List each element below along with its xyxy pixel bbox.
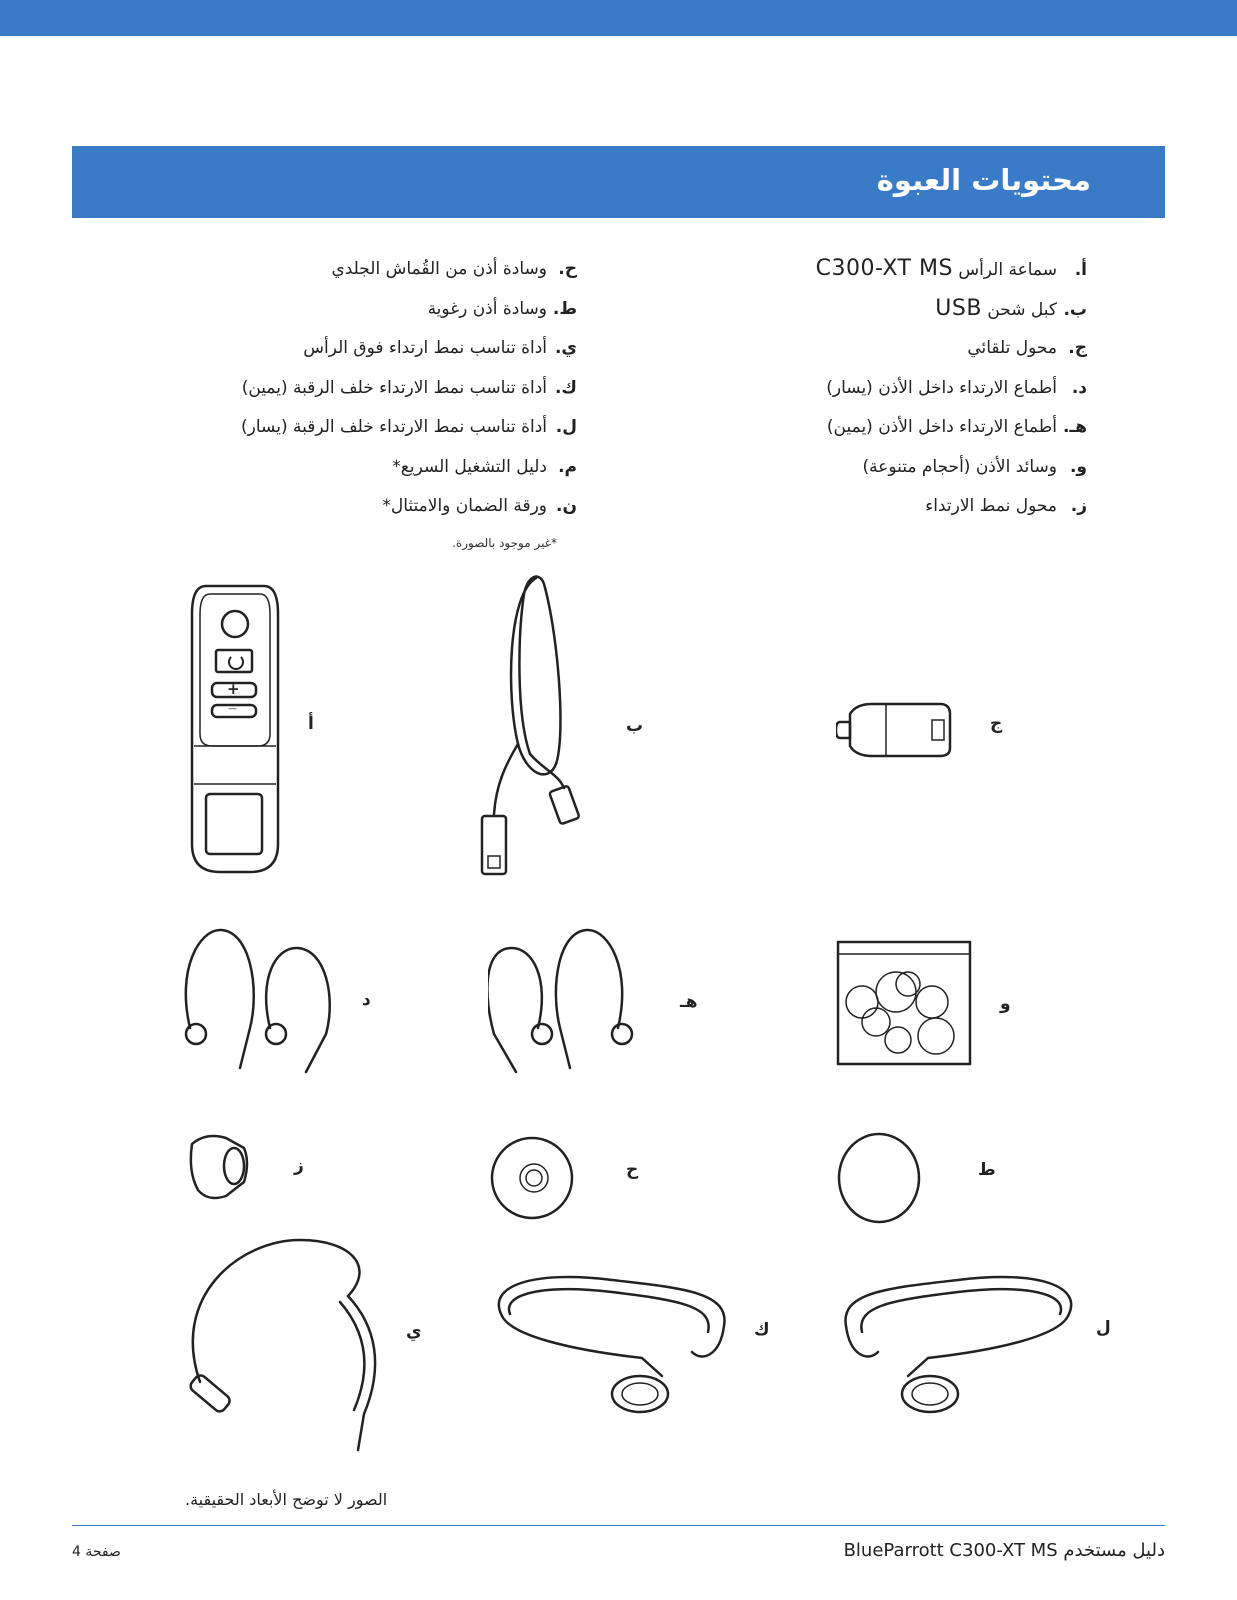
behind-neck-left-illustration — [838, 1266, 1078, 1426]
ear-hooks-right-illustration — [488, 928, 648, 1078]
foam-cushion-illustration — [836, 1132, 922, 1224]
list-item: م.دليل التشغيل السريع* — [392, 456, 577, 477]
list-item: ل.أداة تناسب نمط الارتداء خلف الرقبة (يسار) — [241, 417, 577, 437]
figure-label-e: هـ — [680, 992, 698, 1012]
leatherette-cushion-illustration — [490, 1136, 574, 1220]
figure-label-l: ل — [1096, 1318, 1111, 1338]
list-item: ط.وسادة أذن رغوية — [427, 298, 577, 319]
list-item: ي.أداة تناسب نمط ارتداء فوق الرأس — [303, 338, 577, 358]
section-header — [72, 146, 1165, 218]
footer-divider — [72, 1525, 1165, 1526]
power-icon — [228, 654, 244, 670]
figure-label-c: ج — [990, 714, 1003, 734]
figure-label-j: ي — [406, 1322, 422, 1342]
list-item: ز.محول نمط الارتداء — [925, 496, 1087, 516]
scale-note: الصور لا توضح الأبعاد الحقيقية. — [185, 1490, 388, 1509]
list-item: أ.سماعة الرأس C300-XT MS — [815, 256, 1087, 281]
behind-neck-right-illustration — [492, 1266, 732, 1426]
ear-hooks-left-illustration — [180, 928, 340, 1078]
ear-cushions-bag-illustration — [836, 940, 972, 1066]
guide-title: دليل مستخدم BlueParrott C300-XT MS — [843, 1540, 1165, 1561]
figure-label-d: د — [362, 990, 371, 1010]
list-item: و.وسائد الأذن (أحجام متنوعة) — [862, 456, 1087, 477]
figure-label-f: و — [1000, 994, 1011, 1014]
car-adapter-illustration — [836, 700, 956, 760]
list-item: ح.وسادة أذن من القُماش الجلدي — [331, 259, 577, 279]
figure-label-h: ح — [626, 1160, 639, 1180]
contents-list-left — [117, 252, 577, 529]
plus-button-label: + — [227, 680, 240, 698]
list-item: هـ.أطماع الارتداء داخل الأذن (يمين) — [826, 417, 1087, 437]
figure-label-i: ط — [978, 1160, 996, 1180]
usb-cable-illustration — [478, 574, 598, 884]
list-item: ب.كبل شحن USB — [935, 295, 1087, 321]
over-head-band-illustration — [180, 1236, 390, 1456]
figure-label-g: ز — [294, 1156, 304, 1176]
figure-label-a: أ — [308, 714, 314, 734]
headset-illustration — [188, 584, 282, 874]
minus-button-label: — — [228, 704, 237, 714]
top-accent-bar — [0, 0, 1237, 36]
footnote: *غير موجود بالصورة. — [452, 536, 557, 550]
list-item: ج.محول تلقائي — [967, 338, 1087, 358]
section-title: محتويات العبوة — [876, 163, 1091, 197]
list-item: ن.ورقة الضمان والامتثال* — [382, 496, 577, 516]
figure-label-b: ب — [626, 716, 644, 736]
list-item: د.أطماع الارتداء داخل الأذن (يسار) — [826, 377, 1087, 398]
figure-label-k: ك — [754, 1320, 770, 1340]
contents-list-right — [617, 252, 1087, 529]
page-number: صفحة 4 — [72, 1544, 121, 1560]
list-item: ك.أداة تناسب نمط الارتداء خلف الرقبة (يمين) — [241, 377, 577, 398]
wearing-adapter-illustration — [186, 1132, 252, 1202]
